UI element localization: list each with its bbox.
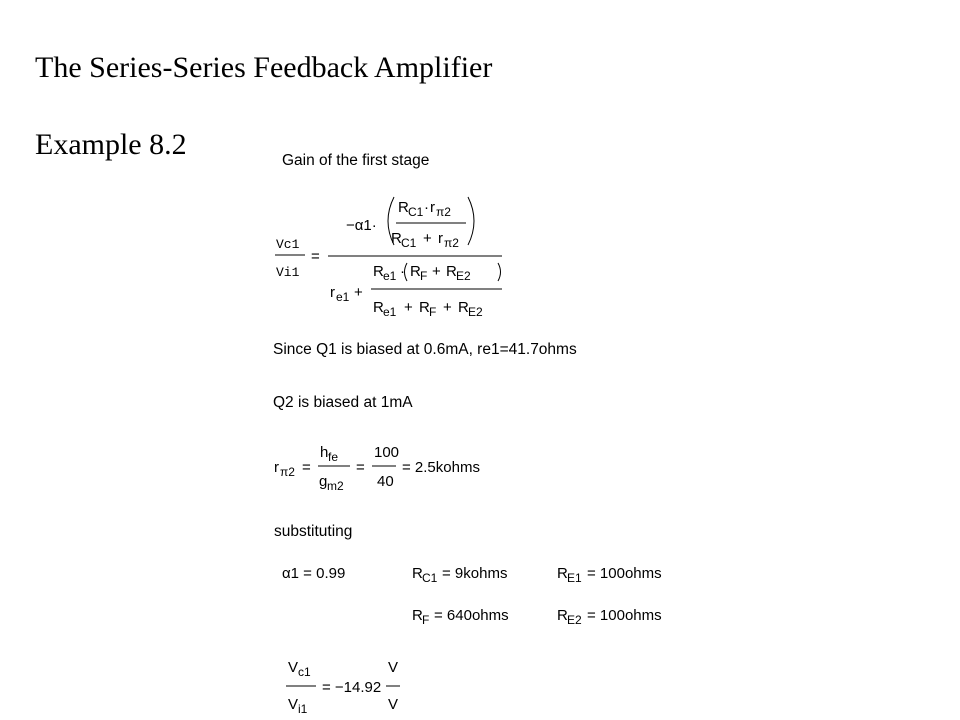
rpi-sub: π2 [280,465,295,479]
value-rf-sub: F [422,613,430,627]
num-rpi-sub: π2 [436,205,451,219]
den-r: r [438,230,443,247]
bias-q1-text: Since Q1 is biased at 0.6mA, re1=41.7ohms [273,341,577,358]
den-main-plus: + [354,284,363,301]
value-rf-val: = 640ohms [434,607,509,624]
rpi-h: h [320,444,329,461]
result-c1-sub: c1 [298,665,311,679]
rpi-equals-1: = [302,459,311,476]
value-re1-sub: E1 [567,571,582,585]
sub-den-re2: R [458,299,469,316]
minus-alpha-factor: −α1· [346,217,377,234]
value-re2-r: R [557,607,568,624]
substituting-label: substituting [274,523,353,540]
value-rc1-r: R [412,565,423,582]
rpi-den: 40 [377,473,394,490]
result-unit-num: V [388,659,399,676]
rpi-equation [270,440,500,500]
rpi-equals-2: = [356,459,365,476]
lhs-denominator: Vi1 [276,265,300,280]
slide-subtitle: Example 8.2 [35,128,187,161]
right-paren [468,197,474,245]
value-rc1-val: = 9kohms [442,565,508,582]
num-r: r [430,199,435,216]
sub-den-rf: R [419,299,430,316]
sub-num-rf-sub: F [420,269,428,283]
lhs-numerator: Vc1 [276,237,300,252]
den-re1-sub: e1 [336,290,350,304]
sub-num-re1-sub: e1 [383,269,397,283]
num-rc1: R [398,199,409,216]
value-re1-r: R [557,565,568,582]
rpi-g: g [319,473,328,490]
gain-equation [270,185,510,325]
rpi-result: = 2.5kohms [402,459,480,476]
value-rc1-sub: C1 [422,571,438,585]
sub-den-rf-sub: F [429,305,437,319]
den-rc1: R [391,230,402,247]
result-v-num: V [288,659,299,676]
num-rc1-sub: C1 [408,205,424,219]
rpi-fe-sub: fe [328,450,339,464]
sub-num-re2: R [446,263,457,280]
value-re2-val: = 100ohms [587,607,662,624]
result-equation [284,654,424,716]
value-rf-r: R [412,607,423,624]
bias-q2-text: Q2 is biased at 1mA [273,394,413,411]
rpi-r: r [274,459,279,476]
result-i1-sub: i1 [298,702,308,716]
values-grid [278,560,678,632]
sub-num-re2-sub: E2 [456,269,471,283]
den-rpi-sub: π2 [444,236,459,250]
sub-num-dot: · [400,263,405,280]
den-rc1-sub: C1 [401,236,417,250]
sub-den-plus-2: + [443,299,452,316]
value-alpha: α1 = 0.99 [282,565,346,582]
den-re: r [330,284,335,301]
sub-den-re1: R [373,299,384,316]
num-dot: · [424,199,429,216]
result-value: = −14.92 [322,679,382,696]
sub-num-rf: R [410,263,421,280]
rpi-m2-sub: m2 [327,479,344,493]
result-unit-den: V [388,696,399,713]
sub-num-re1: R [373,263,384,280]
slide-title: The Series-Series Feedback Amplifier [35,51,493,84]
gain-heading: Gain of the first stage [282,152,430,169]
value-re1-val: = 100ohms [587,565,662,582]
sub-den-plus-1: + [404,299,413,316]
sub-num-plus: + [432,263,441,280]
sub-den-re1-sub: e1 [383,305,397,319]
sub-right-paren [498,263,501,281]
gain-equals: = [311,248,320,265]
rpi-num: 100 [374,444,400,461]
sub-den-re2-sub: E2 [468,305,483,319]
den-plus: + [423,230,432,247]
result-v-den: V [288,696,299,713]
value-re2-sub: E2 [567,613,582,627]
